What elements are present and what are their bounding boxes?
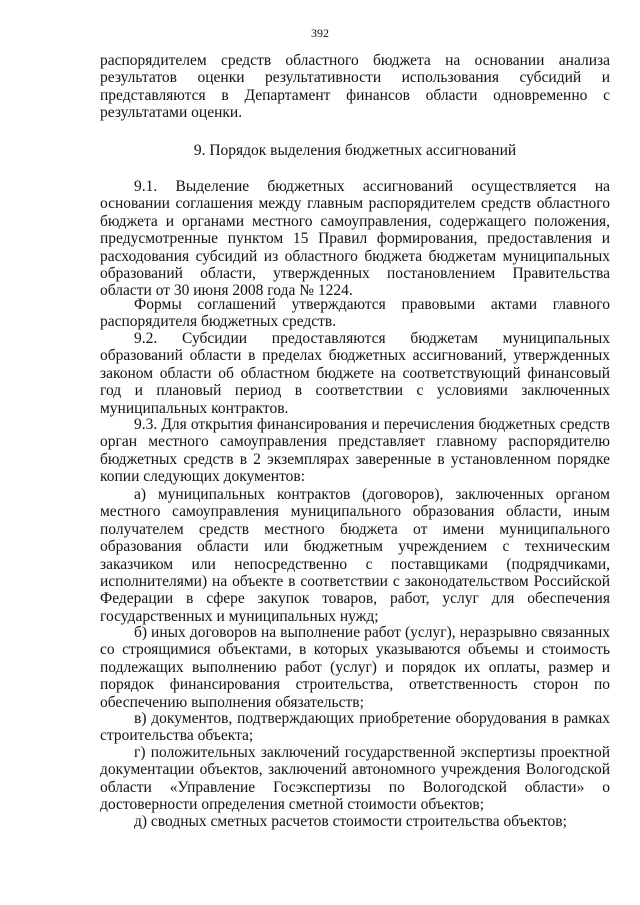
paragraph-item-a: а) муниципальных контрактов (договоров), заключенных органом местного самоуправления муниципального образования области, иным получателем средств местного бюджета от имени муниципального образования области или бюджетным учреждением с техническим заказчиком или непосредственно с поставщиками (подрядчиками, исполнителями) на объекте в соответствии с законодательством Российской Федерации в сфере закупок товаров, работ, услуг для обеспечения государственных и муниципальных нужд; bbox=[100, 486, 610, 625]
paragraph-item-d: д) сводных сметных расчетов стоимости строительства объектов; bbox=[134, 813, 567, 830]
paragraph-9-2: 9.2. Субсидии предоставляются бюджетам муниципальных образований области в пределах бюджетных ассигнований, утвержденных законом области об областном бюджете на соответствующий финансовый год и плановый период в соответствии с условиями заключенных муниципальных контрактов. bbox=[100, 330, 610, 417]
paragraph-item-v: в) документов, подтверждающих приобретение оборудования в рамках строительства объекта; bbox=[100, 710, 610, 745]
paragraph-item-g: г) положительных заключений государственной экспертизы проектной документации объектов, заключений автономного учреждения Вологодской области «Управление Госэкспертизы по Вологодской области» о достоверности определения сметной стоимости объектов; bbox=[100, 744, 610, 814]
paragraph-9-1: 9.1. Выделение бюджетных ассигнований осуществляется на основании соглашения между главным распорядителем средств областного бюджета и органами местного самоуправления, содержащего положения, предусмотренные пунктом 15 Правил формирования, предоставления и расходования субсидий из областного бюджета бюджетам муниципальных образований области, утвержденных постановлением Правительства области от 30 июня 2008 года № 1224. bbox=[100, 178, 610, 300]
paragraph-item-b: б) иных договоров на выполнение работ (услуг), неразрывно связанных со строящимися объектами, в которых указываются объемы и стоимость подлежащих выполнению работ (услуг) и порядок их оплаты, размер и порядок финансирования строительства, ответственность сторон по обеспечению выполнения обязательств; bbox=[100, 624, 610, 711]
paragraph-forms: Формы соглашений утверждаются правовыми актами главного распорядителя бюджетных средств. bbox=[100, 296, 610, 331]
paragraph-intro: распорядителем средств областного бюджета на основании анализа результатов оценки результативности использования субсидий и представляются в Департамент финансов области одновременно с результатами оценки. bbox=[100, 52, 610, 122]
paragraph-9-3: 9.3. Для открытия финансирования и перечисления бюджетных средств орган местного самоуправления представляет главному распорядителю бюджетных средств в 2 экземплярах заверенные в установленном порядке копии следующих документов: bbox=[100, 416, 610, 486]
section-heading: 9. Порядок выделения бюджетных ассигнований bbox=[193, 142, 517, 159]
page-number: 392 bbox=[311, 26, 329, 40]
